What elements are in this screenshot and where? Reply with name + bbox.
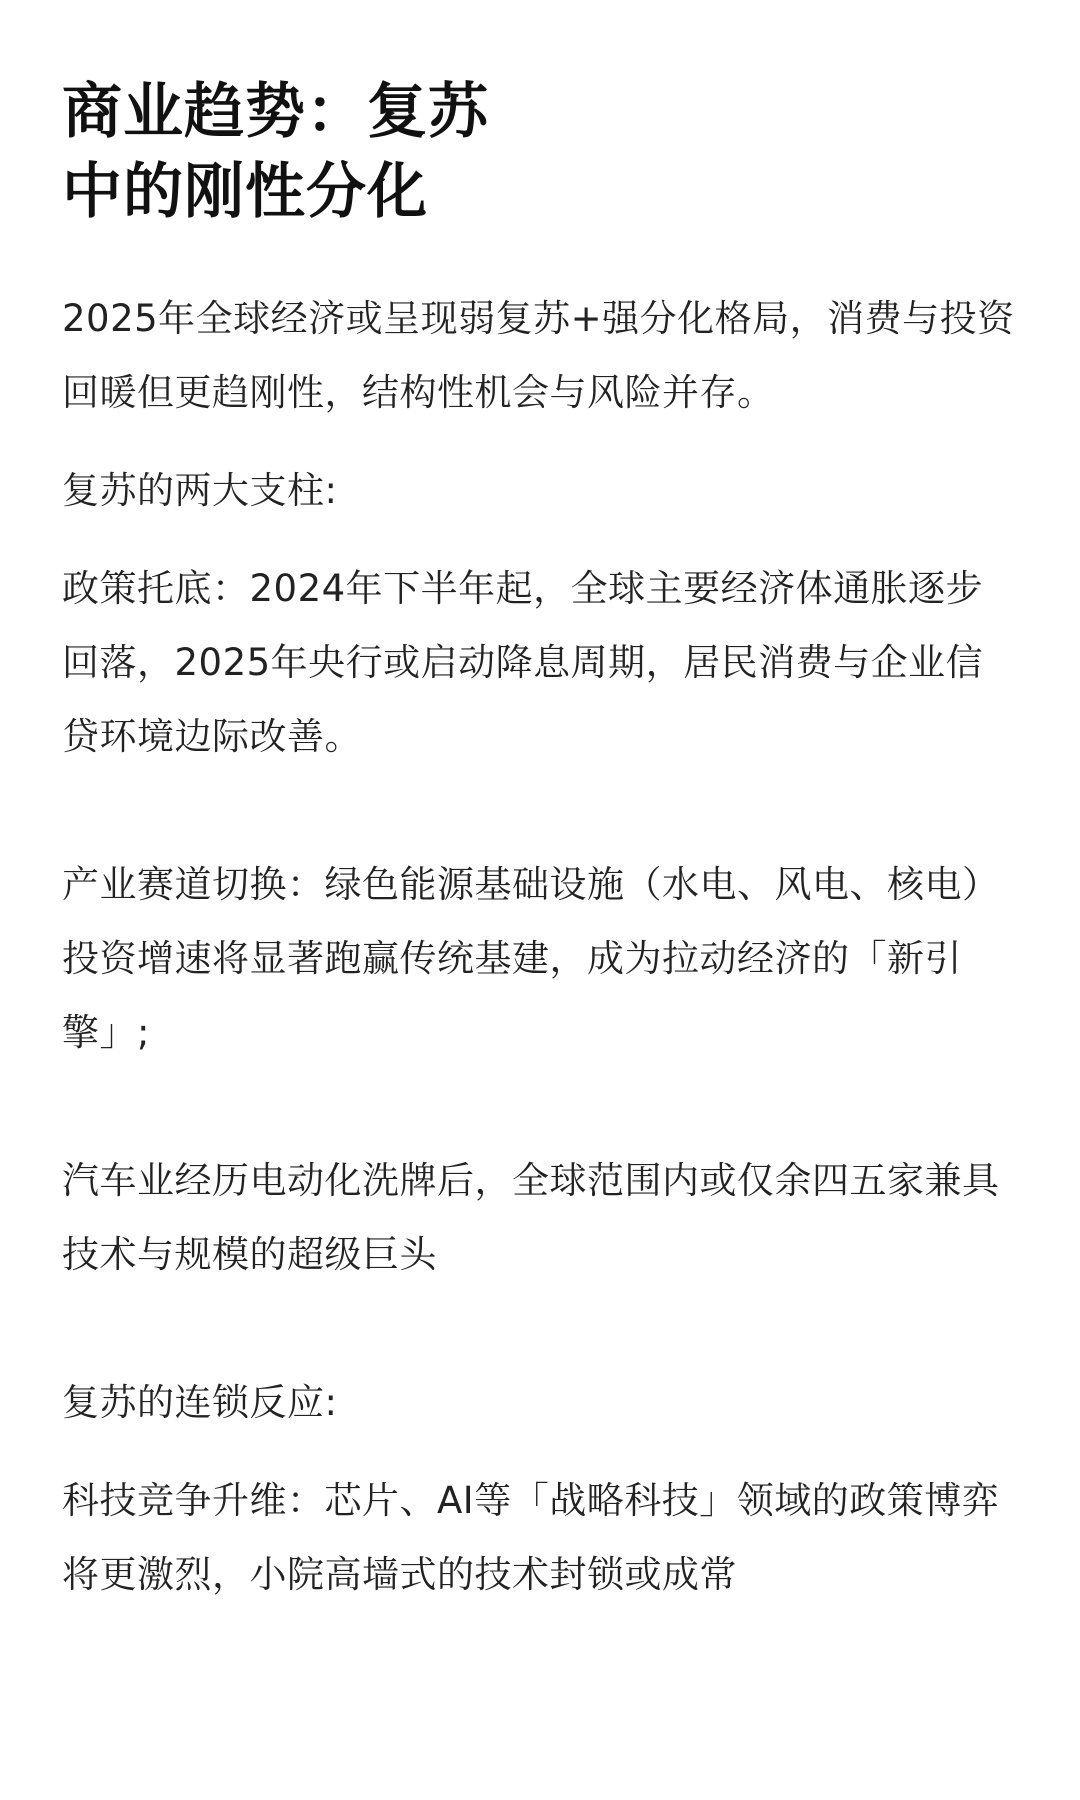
section-heading-chain-reaction: 复苏的连锁反应: <box>62 1381 338 1424</box>
article-title <box>62 72 1018 232</box>
paragraph-tech-competition: 科技竞争升维：芯片、AI等「战略科技」领域的政策博弈将更激烈，小院高墙式的技术封锁或成常 <box>62 1479 1000 1596</box>
article-title-line-1: 商业趋势：复苏 <box>62 77 489 147</box>
intro-paragraph: 2025年全球经济或呈现弱复苏+强分化格局，消费与投资回暖但更趋刚性，结构性机会与风险并存。 <box>62 297 1015 414</box>
article-title-line-2: 中的刚性分化 <box>62 157 428 227</box>
paragraph-industry-switch: 产业赛道切换：绿色能源基础设施（水电、风电、核电）投资增速将显著跑赢传统基建，成为拉动经济的「新引擎」; <box>62 863 1000 1054</box>
paragraph-auto-industry: 汽车业经历电动化洗牌后，全球范围内或仅余四五家兼具技术与规模的超级巨头 <box>62 1159 1000 1276</box>
section-heading-pillars: 复苏的两大支柱: <box>62 469 338 512</box>
paragraph-policy-support: 政策托底：2024年下半年起，全球主要经济体通胀逐步回落，2025年央行或启动降息周期，居民消费与企业信贷环境边际改善。 <box>62 567 984 758</box>
